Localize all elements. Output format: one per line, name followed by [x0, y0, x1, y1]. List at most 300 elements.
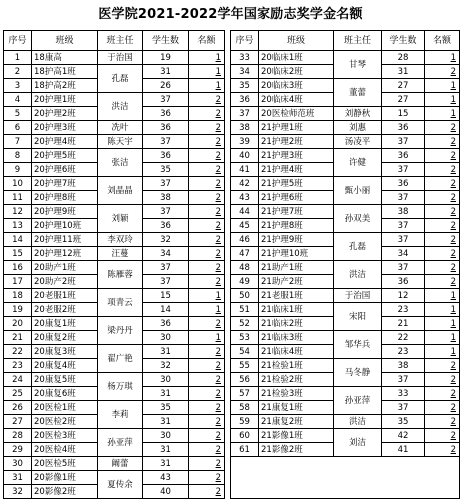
quota-cell: 2	[189, 471, 225, 485]
quota-cell-right: 2	[425, 65, 460, 79]
quota-cell-right: 1	[425, 79, 460, 93]
head-teacher-cell-right: 甄小丽	[334, 177, 382, 205]
seq-cell: 26	[4, 401, 32, 415]
quota-cell-right: 2	[425, 401, 460, 415]
seq-cell-right: 55	[231, 359, 259, 373]
head-teacher-cell: 李莉	[98, 401, 143, 429]
student-count-cell: 37	[143, 135, 189, 149]
table-row	[4, 177, 460, 191]
head-teacher-cell-right: 宋阳	[334, 303, 382, 331]
student-count-cell-right: 12	[382, 289, 425, 303]
quota-cell-right: 2	[425, 359, 460, 373]
quota-cell: 2	[189, 205, 225, 219]
student-count-cell: 32	[143, 359, 189, 373]
head-teacher-cell: 刘晶晶	[98, 177, 143, 205]
seq-cell: 11	[4, 191, 32, 205]
student-count-cell-right: 21	[382, 317, 425, 331]
head-teacher-cell: 杨万琪	[98, 373, 143, 401]
quota-cell: 2	[189, 107, 225, 121]
table-row	[4, 415, 460, 429]
class-cell-right: 21护理10班	[259, 247, 334, 261]
seq-cell-right: 48	[231, 261, 259, 275]
quota-cell: 2	[189, 485, 225, 499]
student-count-cell: 36	[143, 149, 189, 163]
class-cell-right: 21影像2班	[259, 443, 334, 457]
quota-cell: 2	[189, 149, 225, 163]
class-cell-right: 21检验1班	[259, 359, 334, 373]
class-cell: 20护理2班	[32, 107, 98, 121]
head-teacher-cell-right: 邹华兵	[334, 331, 382, 359]
table-row	[4, 121, 460, 135]
seq-cell: 21	[4, 331, 32, 345]
quota-cell: 2	[189, 429, 225, 443]
seq-cell-right: 40	[231, 149, 259, 163]
student-count-cell: 31	[143, 65, 189, 79]
class-cell-right: 21临床3班	[259, 331, 334, 345]
head-teacher-cell: 陈雁蓉	[98, 261, 143, 289]
student-count-cell: 38	[143, 191, 189, 205]
seq-cell-right: 44	[231, 205, 259, 219]
student-count-cell-right: 27	[382, 93, 425, 107]
quota-cell-right: 2	[425, 219, 460, 233]
student-count-cell: 43	[143, 471, 189, 485]
seq-cell: 22	[4, 345, 32, 359]
seq-cell: 16	[4, 261, 32, 275]
seq-cell: 4	[4, 93, 32, 107]
table-row	[4, 163, 460, 177]
student-count-cell-right: 23	[382, 303, 425, 317]
class-cell-right: 21检验3班	[259, 387, 334, 401]
seq-cell-right: 56	[231, 373, 259, 387]
table-row	[4, 331, 460, 345]
quota-cell: 2	[189, 443, 225, 457]
head-teacher-cell-right: 孔磊	[334, 233, 382, 261]
seq-cell: 12	[4, 205, 32, 219]
class-cell-right: 21助产2班	[259, 275, 334, 289]
quota-cell: 1	[189, 79, 225, 93]
class-cell: 20医检2班	[32, 415, 98, 429]
table-row	[4, 373, 460, 387]
table-row	[4, 233, 460, 247]
head-teacher-cell: 梁丹丹	[98, 317, 143, 345]
header-students-right: 学生数	[382, 31, 425, 51]
student-count-cell-right: 37	[382, 261, 425, 275]
seq-cell: 23	[4, 359, 32, 373]
student-count-cell-right: 27	[382, 79, 425, 93]
quota-cell-right: 2	[425, 429, 460, 443]
head-teacher-cell-right: 洪洁	[334, 415, 382, 429]
head-teacher-cell: 翟广艳	[98, 345, 143, 373]
class-cell: 20医检4班	[32, 443, 98, 457]
student-count-cell-right: 37	[382, 373, 425, 387]
student-count-cell: 30	[143, 429, 189, 443]
quota-cell-right: 2	[425, 191, 460, 205]
class-cell: 20护理3班	[32, 121, 98, 135]
seq-cell: 1	[4, 51, 32, 65]
student-count-cell-right: 37	[382, 219, 425, 233]
student-count-cell: 36	[143, 107, 189, 121]
table-row	[4, 65, 460, 79]
student-count-cell-right: 41	[382, 443, 425, 457]
head-teacher-cell: 李双玲	[98, 233, 143, 247]
seq-cell-right: 37	[231, 107, 259, 121]
quota-cell: 2	[189, 191, 225, 205]
head-teacher-cell-right: 孙亚萍	[334, 387, 382, 415]
class-cell-right: 21检验2班	[259, 373, 334, 387]
quota-cell: 1	[189, 65, 225, 79]
student-count-cell-right: 31	[382, 65, 425, 79]
student-count-cell: 31	[143, 443, 189, 457]
quota-cell-right: 1	[425, 317, 460, 331]
class-cell: 20影像2班	[32, 485, 98, 499]
student-count-cell: 14	[143, 303, 189, 317]
seq-cell: 32	[4, 485, 32, 499]
head-teacher-cell-right: 汤凌平	[334, 135, 382, 149]
table-row	[4, 345, 460, 359]
table-row	[4, 387, 460, 401]
table-row	[4, 275, 460, 289]
seq-cell: 20	[4, 317, 32, 331]
class-cell-right: 21护理1班	[259, 121, 334, 135]
quota-cell: 2	[189, 135, 225, 149]
student-count-cell-right: 36	[382, 149, 425, 163]
column-gap	[225, 471, 231, 485]
class-cell: 20护理7班	[32, 177, 98, 191]
seq-cell: 2	[4, 65, 32, 79]
quota-cell-right: 2	[425, 275, 460, 289]
class-cell-right: 21影像1班	[259, 429, 334, 443]
student-count-cell-right: 38	[382, 205, 425, 219]
class-cell-right: 21老服1班	[259, 289, 334, 303]
seq-cell-right: 53	[231, 331, 259, 345]
quota-cell: 2	[189, 93, 225, 107]
seq-cell-right: 47	[231, 247, 259, 261]
header-seq-right: 序号	[231, 31, 259, 51]
table-row	[4, 359, 460, 373]
head-teacher-cell: 夏传余	[98, 471, 143, 499]
class-cell-right: 21护理7班	[259, 205, 334, 219]
quota-cell: 2	[189, 219, 225, 233]
class-cell: 18康高	[32, 51, 98, 65]
table-row	[4, 205, 460, 219]
class-cell: 18护高2班	[32, 79, 98, 93]
seq-cell: 6	[4, 121, 32, 135]
seq-cell-right: 43	[231, 191, 259, 205]
quota-cell-right: 1	[425, 345, 460, 359]
seq-cell: 9	[4, 163, 32, 177]
seq-cell-right: 36	[231, 93, 259, 107]
quota-cell-right: 1	[425, 107, 460, 121]
student-count-cell-right: 37	[382, 163, 425, 177]
quota-cell-right: 2	[425, 163, 460, 177]
class-cell-right: 20医检师范班	[259, 107, 334, 121]
head-teacher-cell: 汪蔓	[98, 247, 143, 261]
class-cell-right: 21康复1班	[259, 401, 334, 415]
class-cell-right: 21护理9班	[259, 233, 334, 247]
header-seq: 序号	[4, 31, 32, 51]
head-teacher-cell-right: 刘洁	[334, 429, 382, 457]
seq-cell: 19	[4, 303, 32, 317]
header-row	[4, 31, 460, 51]
student-count-cell: 26	[143, 79, 189, 93]
class-cell: 20老服1班	[32, 289, 98, 303]
student-count-cell-right: 42	[382, 429, 425, 443]
class-cell: 18护高1班	[32, 65, 98, 79]
class-cell: 20影像1班	[32, 471, 98, 485]
student-count-cell-right: 36	[382, 121, 425, 135]
head-teacher-cell-right: 于治国	[334, 289, 382, 303]
quota-cell: 1	[189, 303, 225, 317]
student-count-cell-right: 28	[382, 51, 425, 65]
student-count-cell-right: 36	[382, 177, 425, 191]
table-row	[4, 79, 460, 93]
class-cell: 20康复2班	[32, 331, 98, 345]
quota-cell-right: 2	[425, 261, 460, 275]
head-teacher-cell: 阚蕾	[98, 457, 143, 471]
seq-cell-right: 38	[231, 121, 259, 135]
seq-cell: 31	[4, 471, 32, 485]
class-cell: 20老服2班	[32, 303, 98, 317]
quota-cell: 2	[189, 317, 225, 331]
table-row	[4, 135, 460, 149]
class-cell-right: 20临床1班	[259, 51, 334, 65]
student-count-cell: 35	[143, 401, 189, 415]
quota-cell-right: 1	[425, 303, 460, 317]
quota-cell: 2	[189, 387, 225, 401]
header-class-right: 班级	[259, 31, 334, 51]
table-row	[4, 457, 460, 471]
class-cell: 20康复6班	[32, 387, 98, 401]
quota-cell-right: 2	[425, 373, 460, 387]
class-cell: 20护理11班	[32, 233, 98, 247]
seq-cell: 27	[4, 415, 32, 429]
head-teacher-cell: 冼叶	[98, 121, 143, 135]
table-row	[4, 107, 460, 121]
student-count-cell-right: 37	[382, 135, 425, 149]
seq-cell: 7	[4, 135, 32, 149]
quota-cell-right: 2	[425, 177, 460, 191]
seq-cell: 3	[4, 79, 32, 93]
class-cell-right: 21护理4班	[259, 163, 334, 177]
student-count-cell-right: 37	[382, 191, 425, 205]
class-cell-right: 21临床2班	[259, 317, 334, 331]
student-count-cell: 19	[143, 51, 189, 65]
seq-cell: 5	[4, 107, 32, 121]
class-cell-right: 20临床2班	[259, 65, 334, 79]
class-cell: 20护理4班	[32, 135, 98, 149]
student-count-cell: 32	[143, 233, 189, 247]
class-cell-right: 21护理5班	[259, 177, 334, 191]
quota-cell-right: 1	[425, 289, 460, 303]
seq-cell-right: 57	[231, 387, 259, 401]
seq-cell: 29	[4, 443, 32, 457]
student-count-cell: 35	[143, 163, 189, 177]
seq-cell-right: 41	[231, 163, 259, 177]
class-cell-right: 21护理3班	[259, 149, 334, 163]
table-row	[4, 317, 460, 331]
seq-cell-right: 61	[231, 443, 259, 457]
head-teacher-cell-right: 刘静秋	[334, 107, 382, 121]
seq-cell: 13	[4, 219, 32, 233]
seq-cell: 25	[4, 387, 32, 401]
student-count-cell-right: 38	[382, 359, 425, 373]
seq-cell-right: 50	[231, 289, 259, 303]
student-count-cell-right: 34	[382, 247, 425, 261]
quota-cell-right: 2	[425, 205, 460, 219]
class-cell: 20医检5班	[32, 457, 98, 471]
seq-cell: 18	[4, 289, 32, 303]
seq-cell-right: 59	[231, 415, 259, 429]
student-count-cell-right: 15	[382, 107, 425, 121]
table-row	[4, 401, 460, 415]
seq-cell-right: 49	[231, 275, 259, 289]
seq-cell-right: 33	[231, 51, 259, 65]
seq-cell: 15	[4, 247, 32, 261]
header-head-teacher: 班主任	[98, 31, 143, 51]
quota-cell: 2	[189, 275, 225, 289]
quota-cell: 2	[189, 373, 225, 387]
class-cell-right: 21临床4班	[259, 345, 334, 359]
head-teacher-cell: 于治国	[98, 51, 143, 65]
class-cell: 20康复5班	[32, 373, 98, 387]
quota-cell-right: 2	[425, 233, 460, 247]
quota-cell-right: 2	[425, 415, 460, 429]
head-teacher-cell: 刘颖	[98, 205, 143, 233]
table-row	[4, 149, 460, 163]
quota-cell: 2	[189, 177, 225, 191]
seq-cell-right: 54	[231, 345, 259, 359]
seq-cell-right: 46	[231, 233, 259, 247]
class-cell: 20护理6班	[32, 163, 98, 177]
seq-cell: 17	[4, 275, 32, 289]
seq-cell-right: 52	[231, 317, 259, 331]
quota-cell-right: 1	[425, 51, 460, 65]
student-count-cell: 30	[143, 331, 189, 345]
table-row	[4, 289, 460, 303]
quota-cell: 1	[189, 289, 225, 303]
student-count-cell: 31	[143, 457, 189, 471]
quota-cell: 2	[189, 163, 225, 177]
seq-cell: 28	[4, 429, 32, 443]
header-quota-right: 名额	[425, 31, 460, 51]
empty-cell-right	[231, 457, 460, 499]
student-count-cell: 40	[143, 485, 189, 499]
head-teacher-cell-right: 马冬静	[334, 359, 382, 387]
quota-cell: 1	[189, 331, 225, 345]
quota-cell-right: 2	[425, 443, 460, 457]
seq-cell-right: 34	[231, 65, 259, 79]
seq-cell: 8	[4, 149, 32, 163]
quota-cell-right: 2	[425, 149, 460, 163]
student-count-cell: 34	[143, 247, 189, 261]
seq-cell-right: 35	[231, 79, 259, 93]
head-teacher-cell-right: 董蕾	[334, 79, 382, 107]
head-teacher-cell-right: 洪洁	[334, 261, 382, 289]
seq-cell-right: 39	[231, 135, 259, 149]
table-row	[4, 261, 460, 275]
head-teacher-cell: 孙亚萍	[98, 429, 143, 457]
class-cell-right: 21临床1班	[259, 303, 334, 317]
header-head-teacher-right: 班主任	[334, 31, 382, 51]
student-count-cell: 15	[143, 289, 189, 303]
student-count-cell-right: 35	[382, 415, 425, 429]
class-cell: 20助产2班	[32, 275, 98, 289]
head-teacher-cell: 陈天宇	[98, 135, 143, 149]
table-row	[4, 191, 460, 205]
head-teacher-cell: 孔磊	[98, 65, 143, 93]
student-count-cell: 36	[143, 219, 189, 233]
class-cell-right: 21护理6班	[259, 191, 334, 205]
sheet-title: 医学院2021-2022学年国家励志奖学金名额	[98, 7, 363, 22]
head-teacher-cell-right: 孙双美	[334, 205, 382, 233]
head-teacher-cell: 张洁	[98, 149, 143, 177]
head-teacher-cell: 项青云	[98, 289, 143, 317]
class-cell: 20医检3班	[32, 429, 98, 443]
student-count-cell: 31	[143, 387, 189, 401]
student-count-cell: 37	[143, 261, 189, 275]
quota-cell-right: 2	[425, 121, 460, 135]
class-cell: 20护理8班	[32, 191, 98, 205]
table-row	[4, 219, 460, 233]
seq-cell-right: 58	[231, 401, 259, 415]
quota-cell: 2	[189, 233, 225, 247]
class-cell: 20康复1班	[32, 317, 98, 331]
class-cell: 20护理1班	[32, 93, 98, 107]
class-cell: 20护理12班	[32, 247, 98, 261]
seq-cell-right: 51	[231, 303, 259, 317]
column-gap	[225, 485, 231, 499]
seq-cell: 30	[4, 457, 32, 471]
table-row	[4, 303, 460, 317]
class-cell: 20护理9班	[32, 205, 98, 219]
table-row	[4, 429, 460, 443]
quota-table	[3, 30, 460, 499]
quota-cell: 2	[189, 401, 225, 415]
quota-cell-right: 2	[425, 387, 460, 401]
head-teacher-cell-right: 许健	[334, 149, 382, 177]
student-count-cell-right: 37	[382, 401, 425, 415]
class-cell-right: 21护理8班	[259, 219, 334, 233]
table-row	[4, 247, 460, 261]
seq-cell: 14	[4, 233, 32, 247]
student-count-cell-right: 37	[382, 233, 425, 247]
quota-cell-right: 1	[425, 331, 460, 345]
seq-cell: 10	[4, 177, 32, 191]
quota-cell-right: 2	[425, 247, 460, 261]
student-count-cell: 36	[143, 121, 189, 135]
student-count-cell-right: 36	[382, 275, 425, 289]
table-row	[4, 93, 460, 107]
table-row	[4, 51, 460, 65]
class-cell: 20康复3班	[32, 345, 98, 359]
class-cell-right: 20临床4班	[259, 93, 334, 107]
student-count-cell-right: 33	[382, 387, 425, 401]
student-count-cell: 30	[143, 373, 189, 387]
quota-cell: 2	[189, 345, 225, 359]
head-teacher-cell-right: 甘琴	[334, 51, 382, 79]
table-row	[4, 443, 460, 457]
student-count-cell: 36	[143, 317, 189, 331]
quota-cell-right: 2	[425, 135, 460, 149]
class-cell-right: 21助产1班	[259, 261, 334, 275]
head-teacher-cell-right: 刘惠	[334, 121, 382, 135]
quota-cell: 2	[189, 261, 225, 275]
quota-cell: 2	[189, 415, 225, 429]
student-count-cell-right: 23	[382, 345, 425, 359]
class-cell-right: 20临床3班	[259, 79, 334, 93]
student-count-cell: 31	[143, 415, 189, 429]
student-count-cell: 37	[143, 177, 189, 191]
